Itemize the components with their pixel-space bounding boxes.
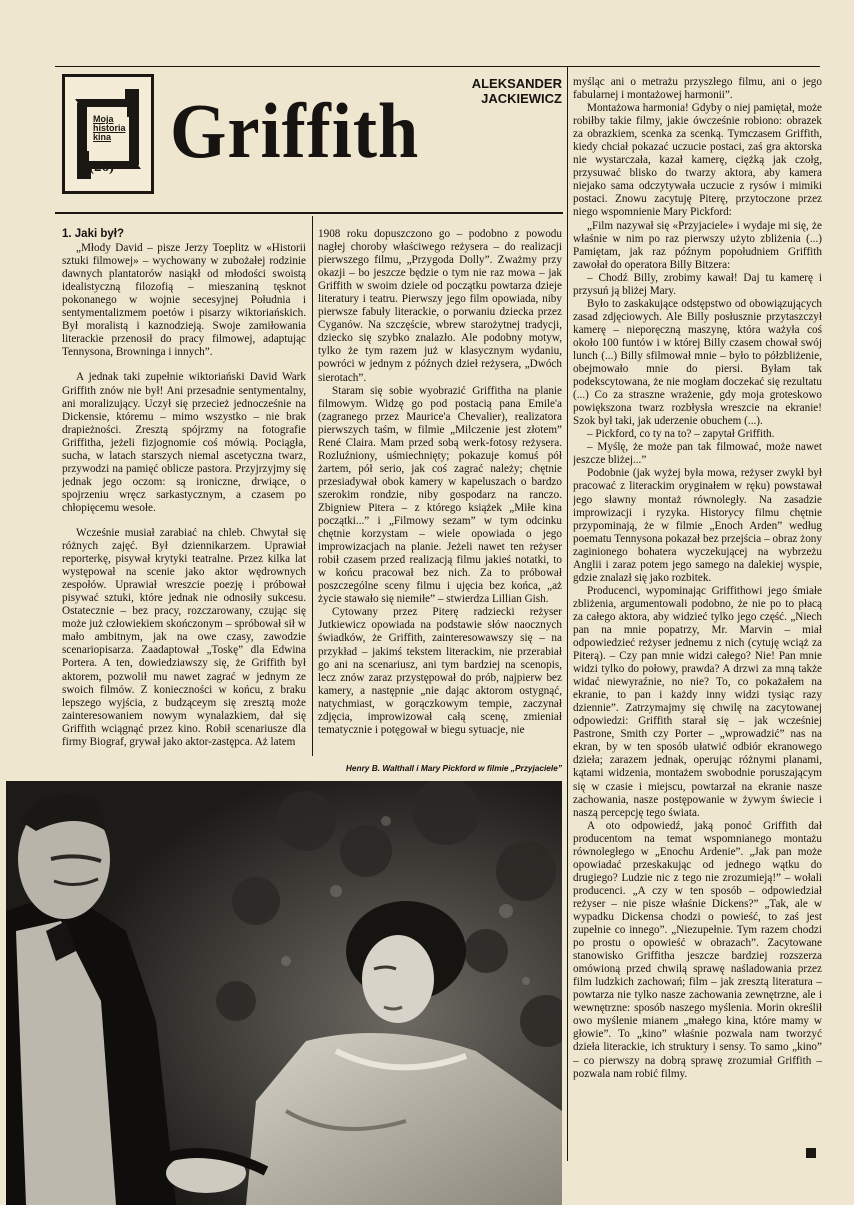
paragraph: 1908 roku dopuszczono go – podobno z powodu nagłej choroby właściwego reżysera – do realizacji pierwszego filmu, „Przygoda Dolly”. Zważmy przy okazji – bo jeszcze będzie o tym nie raz mowa – jak Griffith w swoim dziele od początku powtarza dzieje literatury i teatru. Pierwszy jego film opowiada, niby pierwsze fabuły literackie, o porwaniu dziecka przez Cyganów. Na szczęście, wbrew starożytnej tradycji, dziecko się szybko znalazło. Ale podobny motyw, tylko że tym razem już w klasycznym wydaniu, powróci w jednym z późnych dzieł reżysera, „Dwóch sierotach”. bbox=[318, 228, 562, 384]
photo-caption: Henry B. Walthall i Mary Pickford w filmie „Przyjaciele” bbox=[345, 763, 562, 773]
paragraph: myśląc ani o metrażu przyszłego filmu, ani o jego fabularnej i montażowej harmonii”. bbox=[573, 76, 822, 102]
series-number: (26) bbox=[89, 159, 114, 175]
author-first-name: ALEKSANDER bbox=[471, 76, 562, 91]
column-divider-1 bbox=[312, 216, 313, 756]
paragraph: – Myślę, że może pan tak filmować, może nawet jeszcze bliżej...” bbox=[573, 441, 822, 467]
author-last-name: JACKIEWICZ bbox=[481, 91, 562, 106]
paragraph: – Pickford, co ty na to? – zapytał Griffith. bbox=[587, 428, 775, 441]
film-still-photo bbox=[6, 781, 562, 1205]
paragraph: Było to zaskakujące odstępstwo od obowiązujących zasad zdjęciowych. Ale Billy posłusznie przytaszczył kamerę – nieporęczną maszynę, która ważyła coś około 100 funtów i w której Billy czasem chował swój lunch (...) Billy sfilmował mnie – było to półzbliżenie, obejmowało mnie do piersi. Byłam tak podekscytowana, że nie mogłam doczekać się rezultatu (...) Co za straszne wrażenie, gdy moja groteskowo powiększona twarz rozbłysła wreszcie na ekranie! Szok był taki, jak uderzenie obuchem (...). bbox=[573, 297, 822, 428]
paragraph: Podobnie (jak wyżej była mowa, reżyser zwykł był pracować z literackim oryginałem w ręku) powstawał jego sławny montaż równoległy. Na zasadzie improwizacji i ryzyka. Historycy filmu chętnie przypominają, że w filmie „Enoch Arden” według poematu Tennysona pokazał bez przejścia – obraz żony zaginionego bohatera wyczekującej na wybrzeżu Anglii i zaraz potem jego samego na dalekiej wyspie, gdzie znalazł się jako rozbitek. bbox=[573, 467, 822, 584]
text-column-3 bbox=[573, 76, 822, 1160]
paragraph: Cytowany przez Piterę radziecki reżyser Jutkiewicz opowiada na podstawie słów naocznych świadków, że Griffith, zainteresowawszy się – na przykład – jakimś tekstem literackim, nie przerabiał go ani na scenariusz, ani tym bardziej na scenopis, lecz znów zaraz przystępował do prób, najpierw bez kamery, a następnie „nie dając aktorom ostygnąć, natychmiast, w gorączkowym tempie, zaczynał zdjęcia, improwizował całą scenę, zmieniał tematycznie i potęgował w biegu sytuacje, nie bbox=[318, 606, 562, 736]
paragraph: – Chodź Billy, zrobimy kawał! Daj tu kamerę i przysuń ją bliżej Mary. bbox=[573, 271, 822, 297]
paragraph: Producenci, wypominając Griffithowi jego śmiałe zbliżenia, argumentowali podobno, że nie po to płacą za całego aktora, aby widzieć tylko jego część. „Niech pan na mnie popatrzy, Mr. Marvin – miał odpowiedzieć reżyser jednemu z nich (cytuję wciąż za Piterą). – Czy pan mnie widzi całego? Nie! Pan mnie widzi tylko do połowy, prawda? A drzwi za mną także widać niewyraźnie, no nie? To, co pokażałem na ekranie, to pan i każdy inny widzi tysiąc razy dziennie”. Zatrzymajmy się chwilę na zacytowanej odpowiedzi: Griffith starał się – jak wcześniej Pastrone, Smith czy Porter – „wprowadzić” nas na ekran, by w ten sposób ułatwić odbiór ekranowego dzieła; zarazem jednak, operując różnymi planami, kątami widzenia, montażem swobodnie poruszającym się w czasie i miejscu, powtarzał na ekranie nasze zachowania, nasze postępowanie w żywym świecie i naszą percepcję tego świata. bbox=[573, 584, 822, 819]
series-logo bbox=[62, 74, 154, 194]
author-byline bbox=[470, 76, 562, 106]
end-of-article-mark bbox=[806, 1148, 816, 1158]
text-column-2 bbox=[318, 228, 562, 756]
paragraph: „Film nazywał się «Przyjaciele» i wydaje mi się, że właśnie w nim po raz pierwszy użyto zbliżenia (...) Pamiętam, jak raz późnym popołudniem Griffith zawołał do operatora Billy Bitzera: bbox=[573, 219, 822, 271]
paragraph: Wcześnie musiał zarabiać na chleb. Chwytał się różnych zajęć. Był dziennikarzem. Uprawiał reporterkę, pisywał krytyki teatralne. Przez kilka lat występował na scenie jako aktor wędrownych zespołów. Uprawiał wreszcie poezję i próbował pisywać sztuki, które jednak nie odnosiły sukcesu. Ostatecznie – bez pracy, rozczarowany, czując się może już człowiekiem skończonym – spróbował sił w mało ambitnym, jak na owe czasy, zawodzie scenariopisarza. Zaadaptował „Toskę” dla Edwina Portera. A ten, dowiedziawszy się, że Griffith był aktorem, pozwolił mu nawet zagrać w jednym ze swoich filmów. Z konieczności w końcu, z braku lepszego wyjścia, z budząceym się zresztą może zainteresowaniem nowym wynalazkiem, dał się Griffith wciągnąć przez kino. Robił scenariusze dla firmy Biograf, grywał jako aktor-zastępca. Aż latem bbox=[62, 526, 306, 748]
column-divider-2 bbox=[567, 66, 568, 1161]
series-name: Moja historia kina bbox=[93, 114, 126, 142]
text-column-1 bbox=[62, 228, 306, 756]
paragraph: A jednak taki zupełnie wiktoriański David Wark Griffith znów nie był! Ani przesadnie sentymentalny, ani moralizujący. Uczył się przecież jednocześnie na Dickensie, któremu – mimo wszystko – nie brak drapieżności. Zresztą spójrzmy na fotografie Griffitha, jeżeli fizjognomie coś mówią. Pociągła, sucha, w latach starszych niemal ascetyczna twarz, przywodzi na pamięć oblicze pastora. Przyjrzyjmy się jednak jego oczom: są ironiczne, drwiące, o spojrzeniu wręcz sarkastycznym, a czasem po chłopięcemu wesołe. bbox=[62, 371, 306, 514]
header-top-rule bbox=[55, 66, 820, 67]
section-heading: 1. Jaki był? bbox=[62, 228, 125, 240]
header-bottom-rule bbox=[55, 212, 563, 214]
paragraph: A oto odpowiedź, jaką ponoć Griffith dał producentom na temat wspomnianego montażu równoległego w „Enochu Ardenie”. „Jak pan może opowiadać przeskakując od jednego wątku do drugiego? Ludzie nic z tego nie zrozumieją!” – wołali producenci. „A czy w ten sposób – odpowiedział reżyser – nie pisze właśnie Dickens?” „Tak, ale w wypadku Dickensa chodzi o powieść, to zaś jest zupełnie co innego”. „Niezupełnie. Tym razem chodzi po prostu o opowieść w obrazach”. Zacytowane stanowisko Griffitha jeszcze bardziej rozszerza omówioną przed chwilą sprawę naśladowania przez film ludzkich zachowań; film – jak zresztą literatura – powtarza nie tylko nasze zachowania zewnętrzne, ale i wewnętrzne: sposób naszego myślenia. Morin określił owo myślenie mianem „małego kina, które mamy w głowie”. To „kino” właśnie pozwala nam tworzyć dzieła literackie, ich struktury i sensy. To samo „kino” – co pierwszy na dobrą sprawę zrozumiał Griffith – pozwala nam robić filmy. bbox=[573, 819, 822, 1080]
paragraph: „Młody David – pisze Jerzy Toeplitz w «Historii sztuki filmowej» – wychowany w zubożałej rodzinie dawnych plantatorów nasiąkł od młodości swoistą idealistyczną filozofią – mieszaniną tęsknot pokonanego w wojnie secesyjnej Południa i sentymentalizmem poetów i pisarzy wiktoriańskich. Był moralistą i kaznodzieją. Swoje zamiłowania literackie przenosił do pracy filmowej, adaptując Tennysona, Browninga i innych”. bbox=[62, 242, 306, 359]
paragraph: Montażowa harmonia! Gdyby o niej pamiętał, może robiłby takie filmy, jakie ówcześnie robiono: obrazek za obrazkiem, scenka za scenką. Tymczasem Griffith, kiedy chciał pokazać uczucie postaci, zaś gra aktorska nie wystarczała, kazał kamerę, ciężką jak czołg, przysuwać blisko do twarzy aktora, aby kamera niejako sama odczytywała uczucie z rysów i mimiki postaci. Znowu zacytuję Piterę, przytoczone przez niego wspomnienie Mary Pickford: bbox=[573, 102, 822, 219]
paragraph: Staram się sobie wyobrazić Griffitha na planie filmowym. Widzę go pod postacią pana Emile'a (zagranego przez Maurice'a Chevalier), realizatora pierwszych taśm, w filmie „Milczenie jest złotem” René Claira. Mam przed sobą werk-fotosy reżysera. Rozluźniony, uśmiechnięty; pokazuje komuś pół żartem, pół serio, jak coś zagrać należy; chętnie przesiadywał obok kamery w kapeluszach o bardzo szerokim rondzie, niby gospodarz na ranczo. Zbigniew Pitera – z którego książek „Miłe kina początki...” i „Filmowy sezam” w tym odcinku chętnie korzystam – wiele opowiada o jego improwizacjach na planie. Jeżeli nawet ten reżyser robił czasem przed realizacją filmu jakieś notatki, to w końcu pracował bez nich. Za to próbował poszczególne sceny filmu i ujęcia bez końca, „aż życie stawało się niemiłe” – stwierdza Lillian Gish. bbox=[318, 384, 562, 606]
article-title: Griffith bbox=[170, 87, 420, 174]
